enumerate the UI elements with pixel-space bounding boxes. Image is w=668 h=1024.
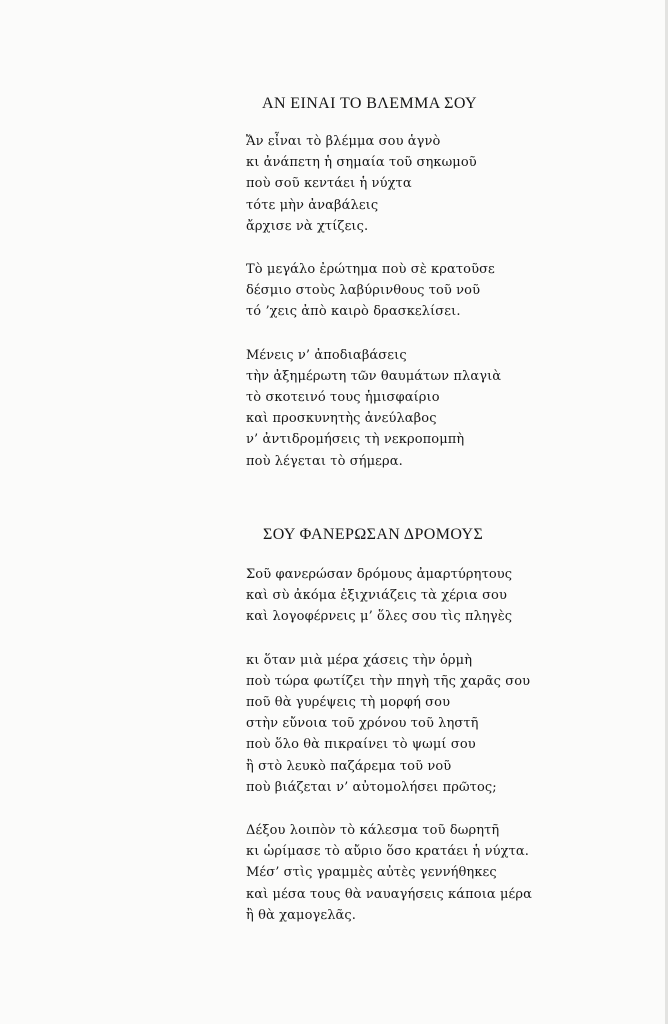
poem-line: Ἄν εἶναι τὸ βλέμμα σου ἁγνὸ: [246, 134, 441, 149]
poem-line: ἢ στὸ λευκὸ παζάρεμα τοῦ νοῦ: [246, 758, 452, 774]
poem-line: ποὺ ὅλο θὰ πικραίνει τὸ ψωμί σου: [246, 737, 476, 753]
poem-line: καὶ λογοφέρνεις μ’ ὅλες σου τὶς πληγὲς: [246, 609, 513, 625]
poem-line: ποῦ θὰ γυρέψεις τὴ μορφή σου: [246, 695, 451, 711]
poem-line: καὶ προσκυνητὴς ἀνεύλαβος: [246, 411, 437, 427]
stanza: [246, 131, 666, 237]
poem-body: [246, 131, 666, 494]
poem-line: Σοῦ φανερώσαν δρόμους ἀμαρτύρητους: [246, 567, 513, 582]
poem-line: ποὺ τώρα φωτίζει τὴν πηγὴ τῆς χαρᾶς σου: [246, 673, 531, 689]
stanza: [246, 820, 666, 926]
poem-line: ποὺ λέγεται τὸ σήμερα.: [246, 453, 403, 469]
poem-line: Μέσ’ στὶς γραμμὲς αὐτὲς γεννήθηκες: [246, 865, 497, 881]
poem-line: ἄρχισε νὰ χτίζεις.: [246, 218, 369, 234]
poem-body: [246, 564, 666, 948]
poem-line: τὴν ἀξημέρωτη τῶν θαυμάτων πλαγιὰ: [246, 368, 502, 384]
poem-line: κι ἀνάπετη ἡ σημαία τοῦ σηκωμοῦ: [246, 155, 477, 171]
stanza: [246, 564, 666, 628]
poem-line: δέσμιο στοὺς λαβύρινθους τοῦ νοῦ: [246, 283, 481, 299]
poem-line: τότε μὴν ἀναβάλεις: [246, 197, 379, 213]
poem-line: τό ’χεις ἀπὸ καιρὸ δρασκελίσει.: [246, 304, 461, 320]
poem-title: ΑΝ ΕΙΝΑΙ ΤΟ ΒΛΕΜΜΑ ΣΟΥ: [262, 95, 477, 112]
poem-line: κι ὅταν μιὰ μέρα χάσεις τὴν ὁρμὴ: [246, 652, 473, 668]
poem-line: ποὺ σοῦ κεντάει ἡ νύχτα: [246, 176, 412, 192]
stanza: [246, 650, 666, 798]
poem-line: Τὸ μεγάλο ἐρώτημα ποὺ σὲ κρατοῦσε: [246, 262, 495, 278]
poem-line: Δέξου λοιπὸν τὸ κάλεσμα τοῦ δωρητῆ: [246, 823, 500, 839]
poem-line: τὸ σκοτεινό τους ἡμισφαίριο: [246, 390, 440, 406]
poem-line: Μένεις ν’ ἀποδιαβάσεις: [246, 347, 407, 363]
poem-line: στὴν εὔνοια τοῦ χρόνου τοῦ ληστῆ: [246, 716, 479, 732]
poem-title: ΣΟΥ ΦΑΝΕΡΩΣΑΝ ΔΡΟΜΟΥΣ: [263, 526, 484, 543]
poem-line: καὶ μέσα τους θὰ ναυαγήσεις κάποια μέρα: [246, 886, 533, 902]
stanza: [246, 345, 666, 472]
poem-line: κι ὡρίμασε τὸ αὔριο ὅσο κρατάει ἡ νύχτα.: [246, 844, 530, 860]
poem-line: καὶ σὺ ἀκόμα ἐξιχνιάζεις τὰ χέρια σου: [246, 588, 507, 604]
poem-line: ν’ ἀντιδρομήσεις τὴ νεκροπομπὴ: [246, 432, 465, 448]
poem-line: ποὺ βιάζεται ν’ αὐτομολήσει πρῶτος;: [246, 779, 497, 795]
poem-line: ἢ θὰ χαμογελᾶς.: [246, 907, 357, 923]
stanza: [246, 259, 666, 323]
